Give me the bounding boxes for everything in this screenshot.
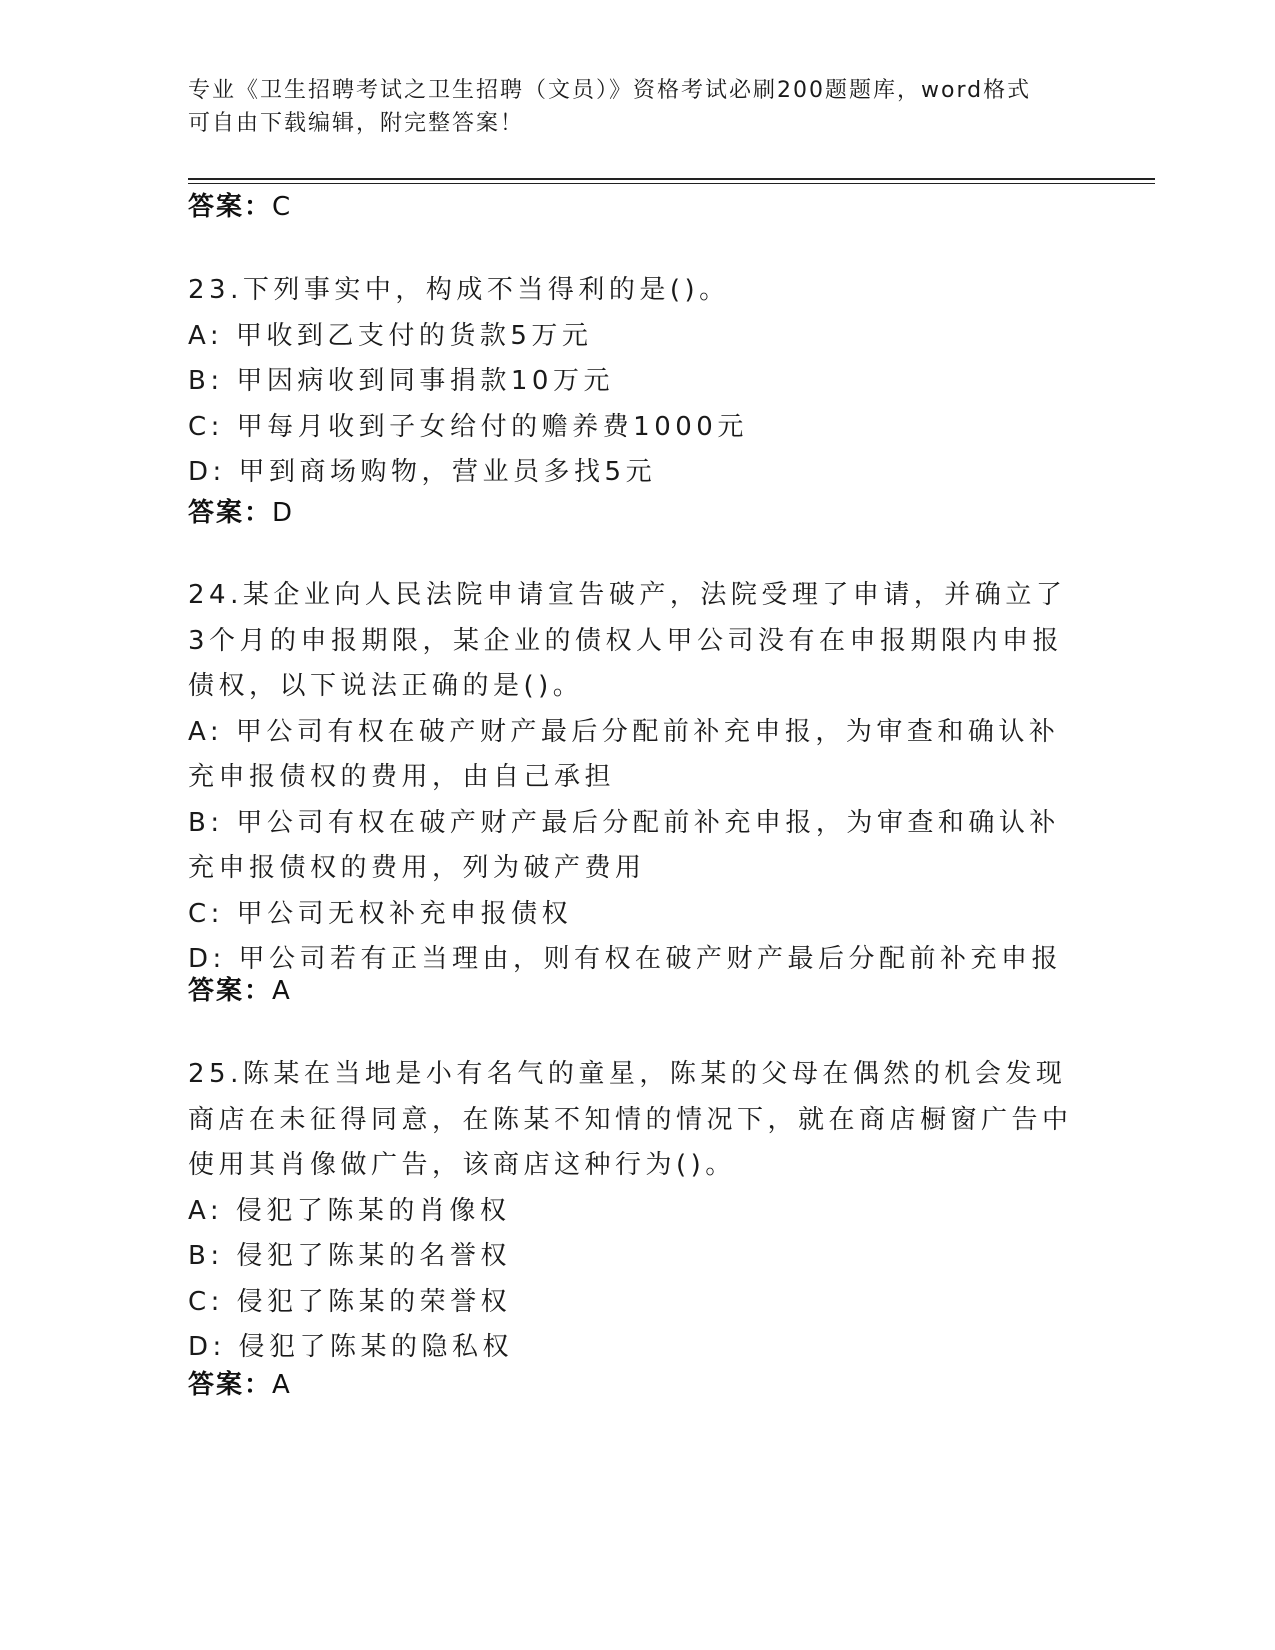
answer-line <box>188 492 294 529</box>
option-b: B: 侵犯了陈某的名誉权 <box>188 1241 511 1271</box>
answer-label: 答案： <box>188 1370 273 1400</box>
question-stem: 24.某企业向人民法院申请宣告破产，法院受理了申请，并确立了3个月的申报期限，某企业的债权人甲公司没有在申报期限内申报债权，以下说法正确的是()。 <box>188 580 1067 701</box>
question-stem: 23.下列事实中，构成不当得利的是()。 <box>188 275 730 305</box>
answer-value: D <box>272 498 295 528</box>
option-c: C: 甲每月收到子女给付的赡养费1000元 <box>188 411 748 442</box>
option-b: B: 甲因病收到同事捐款10万元 <box>188 366 614 396</box>
option-c: C: 侵犯了陈某的荣誉权 <box>188 1286 512 1317</box>
header-line-2: 可自由下载编辑，附完整答案！ <box>188 111 525 136</box>
question-block-24 <box>188 573 1078 983</box>
option-a: A: 侵犯了陈某的肖像权 <box>188 1195 511 1226</box>
option-c: C: 甲公司无权补充申报债权 <box>188 898 573 929</box>
answer-line <box>188 970 292 1007</box>
option-d: D: 侵犯了陈某的隐私权 <box>188 1332 514 1362</box>
option-a: A: 甲公司有权在破产财产最后分配前补充申报，为审查和确认补充申报债权的费用，由自己承担 <box>188 716 1060 792</box>
option-d: D: 甲到商场购物，营业员多找5元 <box>188 457 657 487</box>
option-d: D: 甲公司若有正当理由，则有权在破产财产最后分配前补充申报 <box>188 944 1063 974</box>
question-block-23 <box>188 268 1078 496</box>
answer-value: A <box>272 1370 292 1400</box>
answer-line <box>188 1364 292 1401</box>
header-rule-thick <box>188 178 1155 180</box>
header-line-1: 专业《卫生招聘考试之卫生招聘（文员）》资格考试必刷200题题库，word格式 <box>188 78 1032 103</box>
option-a: A: 甲收到乙支付的货款5万元 <box>188 320 593 351</box>
answer-value: C <box>272 192 293 222</box>
header-rule-thin <box>188 183 1155 184</box>
answer-label: 答案： <box>188 976 273 1006</box>
question-block-25 <box>188 1052 1078 1371</box>
document-header <box>188 74 1068 140</box>
answer-label: 答案： <box>188 192 273 222</box>
answer-label: 答案： <box>188 498 273 528</box>
question-stem: 25.陈某在当地是小有名气的童星，陈某的父母在偶然的机会发现商店在未征得同意，在陈某不知情的情况下，就在商店橱窗广告中使用其肖像做广告，该商店这种行为()。 <box>188 1059 1073 1180</box>
answer-line <box>188 186 292 223</box>
option-b: B: 甲公司有权在破产财产最后分配前补充申报，为审查和确认补充申报债权的费用，列为破产费用 <box>188 807 1060 883</box>
answer-value: A <box>272 976 292 1006</box>
